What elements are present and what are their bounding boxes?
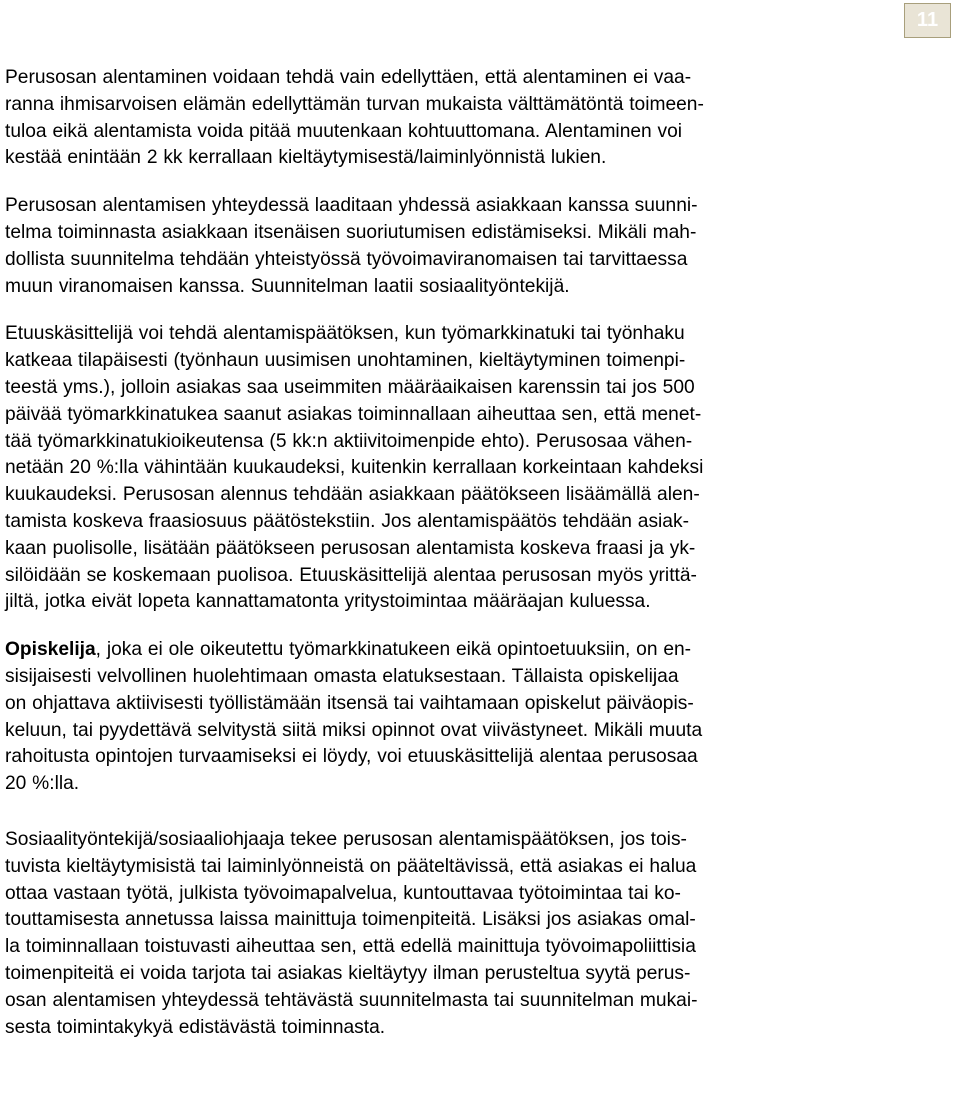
page-number: 11 (916, 9, 939, 31)
text-line: netään 20 %:lla vähintään kuukaudeksi, kuitenkin kerrallaan korkeintaan kahdeksi (5, 457, 704, 479)
text-line: tää työmarkkinatukioikeutensa (5 kk:n aktiivitoimenpide ehto). Perusosaa vähen- (5, 430, 693, 452)
text-line: dollista suunnitelma tehdään yhteistyössä työvoimaviranomaisen tai tarvittaessa (5, 248, 688, 270)
text-line: sisijaisesti velvollinen huolehtimaan omasta elatuksestaan. Tällaista opiskelijaa (5, 665, 679, 687)
text-line: Perusosan alentamisen yhteydessä laaditaan yhdessä asiakkaan kanssa suunni- (5, 195, 698, 217)
text-line: sesta toimintakykyä edistävästä toiminnasta. (5, 1016, 386, 1038)
text-line: tamista koskeva fraasiosuus päätöstekstiin. Jos alentamispäätös tehdään asiak- (5, 510, 689, 532)
text-line: tuloa eikä alentamista voida pitää muutenkaan kohtuuttomana. Alentaminen voi (5, 120, 683, 142)
text-line: katkeaa tilapäisesti (työnhaun uusimisen unohtaminen, kieltäytyminen toimenpi- (5, 350, 686, 372)
text-line: kuukaudeksi. Perusosan alennus tehdään asiakkaan päätökseen lisäämällä alen- (5, 484, 700, 506)
text-line: keluun, tai pyydettävä selvitystä siitä miksi opinnot ovat viivästyneet. Mikäli muuta (5, 719, 703, 741)
text-line: ottaa vastaan työtä, julkista työvoimapalvelua, kuntouttavaa työtoimintaa tai ko- (5, 882, 681, 904)
text-line: tuvista kieltäytymisistä tai laiminlyönneistä on pääteltävissä, että asiakas ei halua (5, 855, 697, 877)
text-line: päivää työmarkkinatukea saanut asiakas toiminnallaan aiheuttaa sen, että menet- (5, 403, 702, 425)
text-line: Sosiaalityöntekijä/sosiaaliohjaaja tekee perusosan alentamispäätöksen, jos tois- (5, 828, 687, 850)
text-line: telma toiminnasta asiakkaan itsenäisen suoriutumisen edistämiseksi. Mikäli mah- (5, 221, 697, 243)
text-line: la toiminnallaan toistuvasti aiheuttaa sen, että edellä mainittuja työvoimapoliittisia (5, 936, 696, 958)
text-fragment: , joka ei ole oikeutettu työmarkkinatukeen eikä opintoetuuksiin, on en- (95, 639, 692, 661)
text-line: Etuuskäsittelijä voi tehdä alentamispäätöksen, kun työmarkkinatuki tai työnhaku (5, 323, 685, 345)
text-line: 20 %:lla. (5, 773, 80, 795)
text-line: silöidään se koskemaan puolisoa. Etuuskäsittelijä alentaa perusosan myös yrittä- (5, 564, 697, 586)
paragraph-2 (5, 193, 875, 300)
text-line: osan alentamisen yhteydessä tehtävästä suunnitelmasta tai suunnitelman mukai- (5, 989, 698, 1011)
text-line: kaan puolisolle, lisätään päätökseen perusosan alentamista koskeva fraasi ja yk- (5, 537, 696, 559)
page-number-box (904, 3, 951, 38)
text-line: rahoitusta opintojen turvaamiseksi ei löydy, voi etuuskäsittelijä alentaa perusosaa (5, 746, 698, 768)
text-line: ranna ihmisarvoisen elämän edellyttämän turvan mukaista välttämätöntä toimeen- (5, 93, 704, 115)
text-line: muun viranomaisen kanssa. Suunnitelman laatii sosiaalityöntekijä. (5, 275, 570, 297)
paragraph-4 (5, 637, 875, 798)
text-line: Perusosan alentaminen voidaan tehdä vain edellyttäen, että alentaminen ei vaa- (5, 67, 692, 88)
paragraph-3 (5, 321, 875, 616)
text-line: kestää enintään 2 kk kerrallaan kieltäytymisestä/laiminlyönnistä lukien. (5, 147, 607, 169)
paragraph-1 (5, 65, 875, 172)
text-line (5, 637, 875, 664)
text-line: touttamisesta annetussa laissa mainittuja toimenpiteitä. Lisäksi jos asiakas omal- (5, 909, 696, 931)
text-line: jiltä, jotka eivät lopeta kannattamatonta yritystoimintaa määräajan kuluessa. (5, 591, 651, 613)
text-line: on ohjattava aktiivisesti työllistämään itsensä tai vaihtamaan opiskelut päiväopis- (5, 692, 694, 714)
bold-term: Opiskelija (5, 639, 96, 661)
text-line: teestä yms.), jolloin asiakas saa useimmiten määräaikaisen karenssin tai jos 500 (5, 376, 695, 398)
paragraph-5 (5, 827, 875, 1041)
text-line: toimenpiteitä ei voida tarjota tai asiakas kieltäytyy ilman perusteltua syytä perus- (5, 962, 691, 984)
document-body (5, 65, 875, 1041)
